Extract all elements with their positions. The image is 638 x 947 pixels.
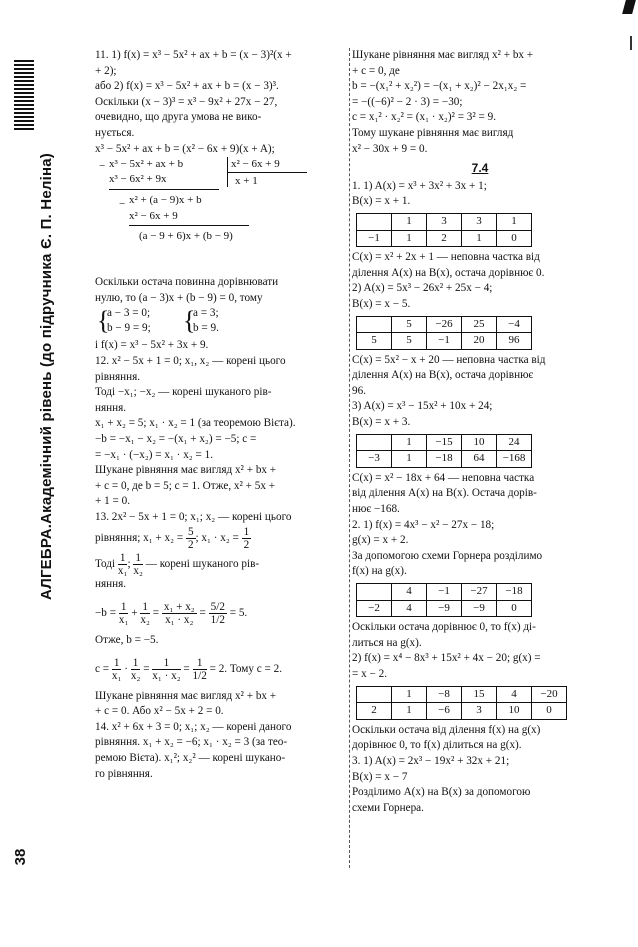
barcode-strip — [14, 60, 34, 132]
fraction — [209, 601, 227, 626]
table-cell: 0 — [497, 230, 532, 247]
table-cell: 15 — [462, 686, 497, 703]
page-number: 38 — [12, 848, 29, 866]
table-row — [357, 316, 532, 333]
table-row — [357, 434, 532, 451]
text-line: + c = 0. Або x² − 5x + 2 = 0. — [95, 705, 224, 718]
table-cell: 24 — [497, 434, 532, 451]
text-fragment: рівняння; x₁ + x₂ = — [95, 532, 186, 545]
division-rule — [129, 225, 249, 226]
text-line: Тому шукане рівняння має вигляд — [352, 126, 514, 139]
division-minus-sign: − — [119, 198, 126, 211]
fraction-denominator: x₂ — [130, 669, 141, 682]
table-cell: −15 — [427, 434, 462, 451]
table-cell: 5 — [357, 333, 392, 350]
fraction — [152, 657, 180, 682]
text-line: За допомогою схеми Горнера розділимо — [352, 549, 543, 562]
table-row — [357, 584, 532, 601]
table-cell: 4 — [392, 584, 427, 601]
quotient: x + 1 — [235, 175, 258, 188]
table-cell — [357, 584, 392, 601]
text-line: g(x) = x + 2. — [352, 534, 409, 547]
fraction-denominator: 1/2 — [192, 669, 207, 682]
fraction — [193, 657, 207, 682]
text-line: b = −(x₁² + x₂²) = −(x₁ + x₂)² − 2x₁x₂ = — [352, 80, 527, 93]
table-cell: 1 — [497, 213, 532, 230]
fraction-denominator: x₂ — [140, 613, 150, 626]
text-line: x₁ + x₂ = 5; x₁ · x₂ = 1 (за теоремою Вієта). — [95, 417, 296, 430]
fraction — [140, 601, 150, 626]
text-line: 1. 1) A(x) = x³ + 3x² + 3x + 1; — [352, 179, 487, 192]
table-cell: 1 — [392, 230, 427, 247]
table-cell — [357, 434, 392, 451]
text-line: = −((−6)² − 2 · 3) = −30; — [352, 95, 463, 108]
text-line: = x − 2. — [352, 667, 387, 680]
text-line: Тоді $\frac{1}{\text{x₁}}$ ; $\frac{1}{\text{x₂}}$ — корені шуканого рів- — [95, 552, 260, 578]
text-line: −b = $\frac{1}{\text{x₁}}$ + $\frac{1}{\text{x₂}}$ = $\frac{\text{x₁ + x₂}}{\text{x₁ · x₂}}$ = $\frac{5/2}{1/2}$ = 5. — [95, 600, 248, 626]
text-line: няння. — [95, 578, 127, 591]
horner-table — [356, 213, 532, 247]
table-cell: 20 — [462, 333, 497, 350]
fraction-denominator: x₁ · x₂ — [152, 669, 181, 682]
table-cell: 5 — [392, 333, 427, 350]
corner-mark — [622, 0, 636, 14]
division-rule — [109, 189, 219, 190]
text-line: нулю, то (a − 3)x + (b − 9) = 0, тому — [95, 291, 263, 304]
fraction-numerator: 1 — [119, 552, 126, 565]
fraction-numerator: 1 — [113, 656, 120, 669]
text-line: Оскільки остача від ділення f(x) на g(x) — [352, 723, 541, 736]
text-line: схеми Горнера. — [352, 801, 424, 814]
fraction-numerator: 1 — [142, 600, 148, 613]
table-cell: −2 — [357, 600, 392, 617]
text-fragment: — корені шуканого рів- — [142, 558, 260, 571]
fraction — [242, 526, 252, 551]
brace-left: { — [183, 306, 196, 336]
table-cell: −9 — [462, 600, 497, 617]
fraction-numerator: 1 — [152, 657, 180, 670]
text-line: 13. 2x² − 5x + 1 = 0; x₁; x₂ — корені цього — [95, 510, 292, 523]
text-line: C(x) = x² − 18x + 64 — неповна частка — [352, 471, 535, 484]
system-eq: a = 3; — [193, 307, 219, 320]
table-cell: 3 — [462, 703, 497, 720]
fraction — [162, 601, 197, 626]
division-minus-sign: − — [99, 160, 106, 173]
system-eq: a − 3 = 0; — [107, 307, 151, 320]
book-title-vertical — [38, 80, 55, 600]
remainder-1: x² + (a − 9)x + b — [129, 194, 202, 207]
polynomial-long-division — [95, 157, 340, 275]
table-cell: −9 — [427, 600, 462, 617]
table-cell: −1 — [427, 584, 462, 601]
horner-table — [356, 583, 532, 617]
table-cell: −4 — [497, 316, 532, 333]
table-cell: 1 — [462, 230, 497, 247]
table-cell: 5 — [392, 316, 427, 333]
section-heading: 7.4 — [471, 161, 489, 176]
text-line: C(x) = 5x² − x + 20 — неповна частка від — [352, 353, 546, 366]
text-line: від ділення A(x) на B(x). Остача дорів- — [352, 487, 537, 500]
fraction-numerator: 1 — [132, 656, 139, 669]
text-line: c = $\frac{1}{\text{x₁}}$ · $\frac{1}{\text{x₂}}$ = $\frac{1}{\text{x₁ · x₂}}$ = $\frac{1}{1/2}$ = 2. Тому c = 2. — [95, 656, 283, 682]
text-line: очевидно, що друга умова не вико- — [95, 111, 262, 124]
fraction-denominator: 2 — [243, 539, 250, 552]
text-line: 3) A(x) = x³ − 15x² + 10x + 24; — [352, 400, 493, 413]
text-line: няння. — [95, 401, 127, 414]
subtrahend-1: x³ − 6x² + 9x — [109, 173, 167, 186]
text-line: ділення A(x) на B(x), остача дорівнює — [352, 369, 534, 382]
fraction-numerator: x₁ + x₂ — [163, 600, 195, 613]
remainder-final: (a − 9 + 6)x + (b − 9) — [139, 230, 233, 243]
text-line: рівняння. — [95, 370, 141, 383]
text-line: B(x) = x + 1. — [352, 195, 411, 208]
text-line: B(x) = x − 7 — [352, 770, 408, 783]
text-line: Оскільки (x − 3)³ = x³ − 9x² + 27x − 27, — [95, 95, 278, 108]
text-line: Шукане рівняння має вигляд x² + bx + — [95, 689, 277, 702]
table-row — [357, 703, 567, 720]
fraction — [119, 601, 129, 626]
equation-system — [95, 306, 340, 338]
table-cell — [357, 686, 392, 703]
text-line: ремою Вієта). x₁²; x₂² — корені шукано- — [95, 752, 286, 765]
text-line: B(x) = x − 5. — [352, 297, 411, 310]
text-line: c = x₁² · x₂² = (x₁ · x₂)² = 3² = 9. — [352, 111, 497, 124]
text-line: −b = −x₁ − x₂ = −(x₁ + x₂) = −5; c = — [95, 432, 257, 445]
table-cell: −18 — [497, 584, 532, 601]
table-cell: 25 — [462, 316, 497, 333]
text-line: = −x₁ · (−x₂) = x₁ · x₂ = 1. — [95, 448, 213, 461]
subtrahend-2: x² − 6x + 9 — [129, 210, 178, 223]
table-row — [357, 333, 532, 350]
text-line: ділення A(x) на B(x), остача дорівнює 0. — [352, 266, 545, 279]
table-cell: −3 — [357, 451, 392, 468]
table-cell: −26 — [427, 316, 462, 333]
text-fragment: Тоді — [95, 558, 118, 571]
table-cell: 4 — [392, 600, 427, 617]
fraction-denominator: 2 — [187, 539, 194, 552]
horner-table — [356, 316, 532, 350]
text-line: Оскільки остача дорівнює 0, то f(x) ді- — [352, 621, 536, 634]
table-row — [357, 686, 567, 703]
table-cell: 0 — [532, 703, 567, 720]
column-divider — [349, 48, 350, 868]
fraction — [133, 552, 143, 577]
table-cell: 1 — [392, 434, 427, 451]
text-line: Шукане рівняння має вигляд x² + bx + — [95, 464, 277, 477]
table-row — [357, 451, 532, 468]
text-line: литься на g(x). — [352, 636, 422, 649]
text-line: дорівнює 0, то f(x) ділиться на g(x). — [352, 739, 522, 752]
table-cell — [357, 213, 392, 230]
text-line: Тоді −x₁; −x₂ — корені шуканого рів- — [95, 386, 272, 399]
text-fragment: = 5. — [226, 607, 248, 620]
table-cell: −27 — [462, 584, 497, 601]
text-line: або 2) f(x) = x³ − 5x² + ax + b = (x − 3)³. — [95, 80, 279, 93]
fraction-numerator: 1 — [120, 600, 127, 613]
brace-left: { — [97, 306, 110, 336]
table-cell: −18 — [427, 451, 462, 468]
text-line: 12. x² − 5x + 1 = 0; x₁, x₂ — корені цього — [95, 354, 286, 367]
table-cell: −1 — [427, 333, 462, 350]
fraction-numerator: 5/2 — [210, 600, 225, 613]
table-cell: 10 — [497, 703, 532, 720]
table-cell: 3 — [462, 213, 497, 230]
table-cell: 96 — [497, 333, 532, 350]
left-column — [95, 48, 340, 782]
text-line: і f(x) = x³ − 5x² + 3x + 9. — [95, 339, 209, 352]
table-cell: −168 — [497, 451, 532, 468]
book-title-level: Академічний рівень (до підручника Є. П. Неліна) — [38, 153, 55, 524]
text-fragment: −b = — [95, 607, 119, 620]
text-line: Розділимо A(x) на B(x) за допомогою — [352, 786, 531, 799]
text-line: B(x) = x + 3. — [352, 416, 411, 429]
fraction-numerator: 1 — [243, 526, 250, 539]
fraction-denominator: x₂ — [133, 565, 143, 578]
text-line: 3. 1) A(x) = 2x³ − 19x² + 32x + 21; — [352, 754, 510, 767]
fraction — [186, 526, 196, 551]
text-line: + c = 0, де b = 5; c = 1. Отже, x² + 5x + — [95, 479, 276, 492]
fraction — [131, 657, 141, 682]
table-cell: 64 — [462, 451, 497, 468]
text-line: рівняння. x₁ + x₂ = −6; x₁ · x₂ = 3 (за тео- — [95, 736, 288, 749]
text-line: + 1 = 0. — [95, 495, 130, 508]
dividend: x³ − 5x² + ax + b — [109, 158, 184, 171]
table-cell: 2 — [427, 230, 462, 247]
fraction — [118, 552, 128, 577]
fraction-denominator: 1/2 — [210, 613, 225, 626]
right-column — [352, 48, 608, 816]
table-cell: 4 — [497, 686, 532, 703]
table-cell: 2 — [357, 703, 392, 720]
table-row — [357, 600, 532, 617]
table-cell: −8 — [427, 686, 462, 703]
text-line: 96. — [352, 384, 366, 397]
text-line: нює −168. — [352, 503, 400, 516]
divisor: x² − 6x + 9 — [231, 158, 280, 171]
text-line: f(x) на g(x). — [352, 565, 407, 578]
text-line: x³ − 5x² + ax + b = (x² − 6x + 9)(x + A); — [95, 142, 275, 155]
fraction-numerator: 1 — [135, 552, 141, 565]
table-row — [357, 230, 532, 247]
text-fragment: ; x₁ · x₂ = — [195, 532, 242, 545]
table-cell: 1 — [392, 703, 427, 720]
fraction-numerator: 1 — [193, 657, 207, 670]
text-line: Оскільки остача повинна дорівнювати — [95, 276, 279, 289]
text-line: C(x) = x² + 2x + 1 — неповна частка від — [352, 251, 540, 264]
fraction-numerator: 5 — [187, 526, 194, 539]
text-line: x² − 30x + 9 = 0. — [352, 142, 428, 155]
edge-mark — [630, 36, 632, 50]
system-eq: b = 9. — [193, 322, 219, 335]
text-line: нується. — [95, 126, 135, 139]
text-line: 11. 1) f(x) = x³ − 5x² + ax + b = (x − 3)²(x + — [95, 49, 292, 61]
table-row — [357, 213, 532, 230]
text-line: 2) A(x) = 5x³ − 26x² + 25x − 4; — [352, 282, 493, 295]
table-cell: 1 — [392, 213, 427, 230]
text-line — [95, 525, 340, 551]
table-cell: −20 — [532, 686, 567, 703]
table-cell: 10 — [462, 434, 497, 451]
text-line: 14. x² + 6x + 3 = 0; x₁; x₂ — корені даного — [95, 720, 292, 733]
system-eq: b − 9 = 9; — [107, 322, 151, 335]
table-cell — [357, 316, 392, 333]
table-cell: −6 — [427, 703, 462, 720]
table-cell: −1 — [357, 230, 392, 247]
table-cell: 1 — [392, 451, 427, 468]
text-line: + 2); — [95, 64, 117, 77]
text-line: Шукане рівняння має вигляд x² + bx + — [352, 49, 534, 61]
horner-table — [356, 434, 532, 468]
text-fragment: = 2. Тому c = 2. — [206, 662, 283, 675]
fraction-denominator: x₁ — [117, 565, 128, 578]
table-cell: 0 — [497, 600, 532, 617]
text-line: 2) f(x) = x⁴ − 8x³ + 15x² + 4x − 20; g(x) = — [352, 652, 541, 665]
fraction — [112, 657, 122, 682]
fraction-denominator: x₁ — [111, 669, 122, 682]
text-line: Отже, b = −5. — [95, 634, 159, 647]
horner-table — [356, 686, 567, 720]
text-fragment: c = — [95, 662, 112, 675]
table-cell: 3 — [427, 213, 462, 230]
fraction-denominator: x₁ — [118, 613, 129, 626]
book-title-subject: АЛГЕБРА. — [38, 523, 55, 600]
table-cell: 1 — [392, 686, 427, 703]
fraction-denominator: x₁ · x₂ — [165, 613, 194, 626]
quotient-rule — [227, 172, 307, 173]
text-line: 2. 1) f(x) = 4x³ − x² − 27x − 18; — [352, 518, 495, 531]
text-line: го рівняння. — [95, 767, 153, 780]
text-line: + c = 0, де — [352, 64, 400, 77]
